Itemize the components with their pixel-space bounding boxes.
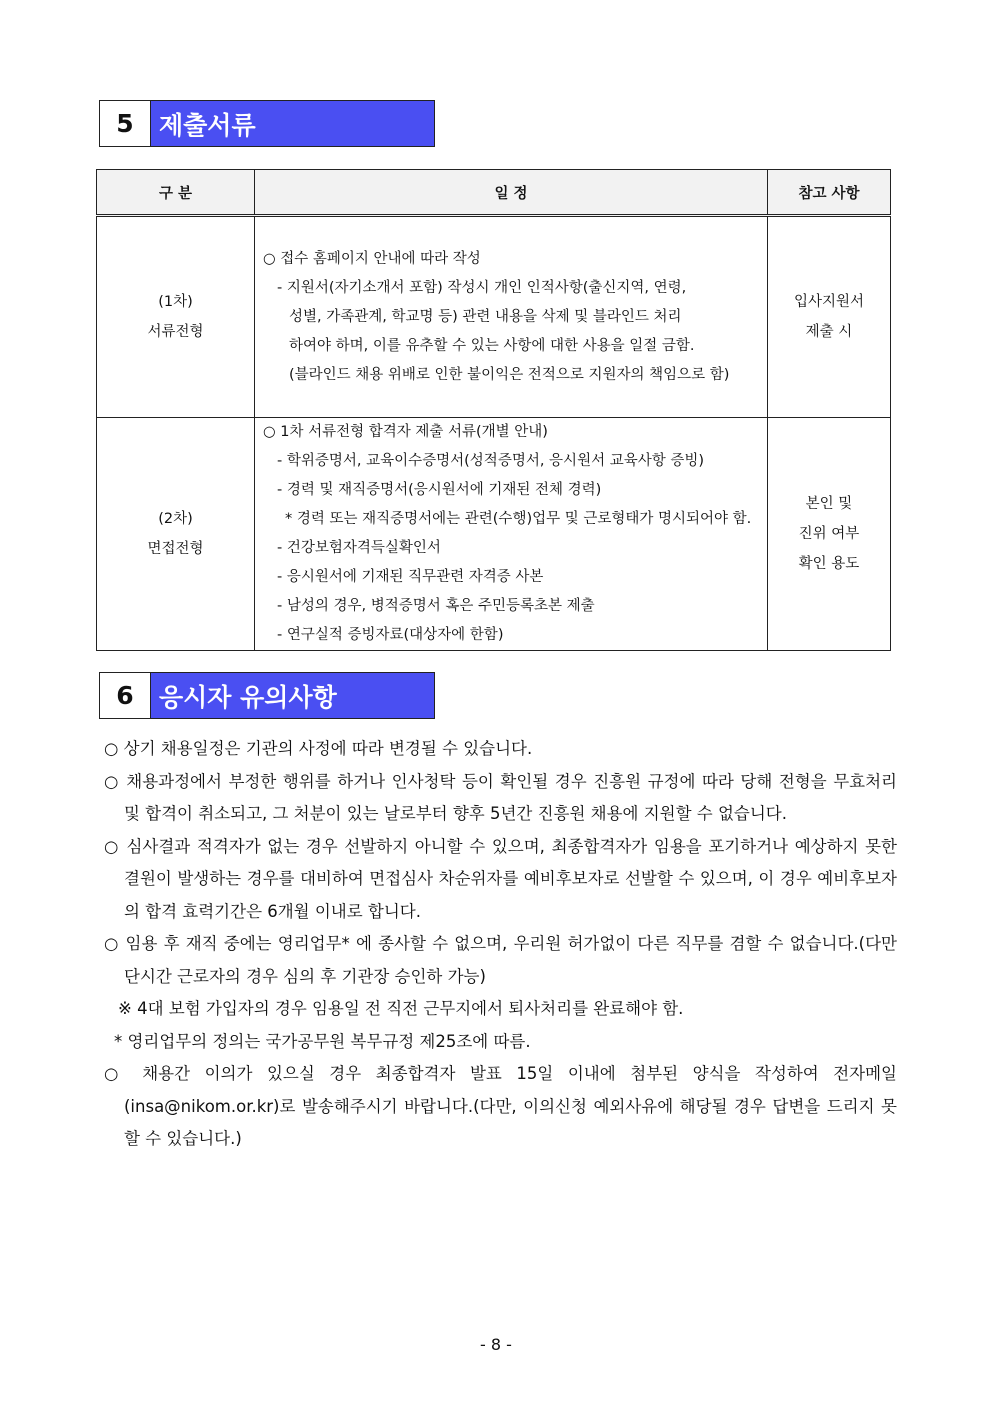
header-schedule: 일 정	[255, 170, 768, 216]
note-cell	[768, 418, 891, 651]
list-item: 성별, 가족관계, 학교명 등) 관련 내용을 삭제 및 블라인드 처리	[289, 308, 682, 325]
page-number: - 8 -	[480, 1335, 512, 1354]
list-item: - 학위증명서, 교육이수증명서(성적증명서, 응시원서 교육사항 증빙)	[277, 453, 704, 469]
header-category: 구 분	[97, 170, 255, 216]
list-item: - 남성의 경우, 병적증명서 혹은 주민등록초본 제출	[277, 598, 595, 614]
section-title: 응시자 유의사항	[151, 673, 434, 718]
list-item: - 건강보험자격득실확인서	[277, 540, 441, 556]
section-number: 5	[100, 101, 151, 146]
category-line: 서류전형	[147, 324, 204, 340]
note-subitem: ※ 4대 보험 가입자의 경우 임용일 전 직전 근무지에서 퇴사처리를 완료해야 함.	[118, 999, 684, 1018]
note-subitem: * 영리업무의 정의는 국가공무원 복무규정 제25조에 따름.	[114, 1031, 531, 1051]
applicant-notes	[104, 733, 897, 1156]
content-list	[255, 245, 767, 390]
list-item: ○ 접수 홈페이지 안내에 따라 작성	[263, 250, 481, 267]
note-cell	[768, 216, 891, 418]
category-cell	[97, 418, 255, 651]
category-line: 면접전형	[147, 541, 204, 557]
table-header-row	[97, 170, 891, 216]
list-item: - 지원서(자기소개서 포함) 작성시 개인 인적사항(출신지역, 연령,	[277, 279, 687, 296]
note-item: ○ 채용간 이의가 있으실 경우 최종합격자 발표 15일 이내에 첨부된 양식을 작성하여 전자메일(insa@nikom.or.kr)로 발송해주시기 바랍니다.(다만, 이의신청 예외사유에 해당될 경우 답변을 드리지 못할 수 있습니다.)	[104, 1064, 897, 1148]
content-cell	[255, 216, 768, 418]
list-item: - 연구실적 증빙자료(대상자에 한함)	[277, 627, 504, 643]
note-item: ○ 임용 후 재직 중에는 영리업무* 에 종사할 수 없으며, 우리원 허가없이 다른 직무를 겸할 수 없습니다.(다만 단시간 근로자의 경우 심의 후 기관장 승인하 가능)	[104, 934, 897, 986]
note-item: ○ 채용과정에서 부정한 행위를 하거나 인사청탁 등이 확인될 경우 진흥원 규정에 따라 당해 전형을 무효처리 및 합격이 취소되고, 그 처분이 있는 날로부터 향후 5년간 진흥원 채용에 지원할 수 없습니다.	[104, 771, 897, 823]
category-cell	[97, 216, 255, 418]
note-line: 제출 시	[805, 324, 853, 340]
header-note: 참고 사항	[768, 170, 891, 216]
content-list	[255, 418, 767, 650]
list-item: * 경력 또는 재직증명서에는 관련(수행)업무 및 근로형태가 명시되어야 함.	[285, 511, 752, 527]
section-6-header	[99, 672, 435, 719]
category-line: (2차)	[158, 511, 193, 527]
note-line: 입사지원서	[793, 294, 865, 310]
section-5-header	[99, 100, 435, 147]
list-item: ○ 1차 서류전형 합격자 제출 서류(개별 안내)	[263, 424, 548, 440]
note-line: 본인 및	[805, 496, 853, 512]
list-item: 하여야 하며, 이를 유추할 수 있는 사항에 대한 사용을 일절 금함.	[289, 337, 695, 354]
section-number: 6	[100, 673, 151, 718]
list-item: - 경력 및 재직증명서(응시원서에 기재된 전체 경력)	[277, 482, 602, 498]
list-item: (블라인드 채용 위배로 인한 불이익은 전적으로 지원자의 책임으로 함)	[289, 366, 730, 383]
note-item: ○ 상기 채용일정은 기관의 사정에 따라 변경될 수 있습니다.	[104, 739, 533, 758]
note-item: ○ 심사결과 적격자가 없는 경우 선발하지 아니할 수 있으며, 최종합격자가 임용을 포기하거나 예상하지 못한 결원이 발생하는 경우를 대비하여 면접심사 차순위자를 예비후보자로 선발할 수 있으며, 이 경우 예비후보자의 합격 효력기간은 6개월 이내로 합니다.	[104, 836, 897, 921]
category-line: (1차)	[158, 294, 193, 310]
table-row	[97, 216, 891, 418]
content-cell	[255, 418, 768, 651]
documents-table	[96, 169, 891, 651]
note-line: 확인 용도	[798, 556, 860, 572]
list-item: - 응시원서에 기재된 직무관련 자격증 사본	[277, 569, 544, 585]
table-row	[97, 418, 891, 651]
section-title: 제출서류	[151, 101, 434, 146]
note-line: 진위 여부	[798, 526, 860, 542]
